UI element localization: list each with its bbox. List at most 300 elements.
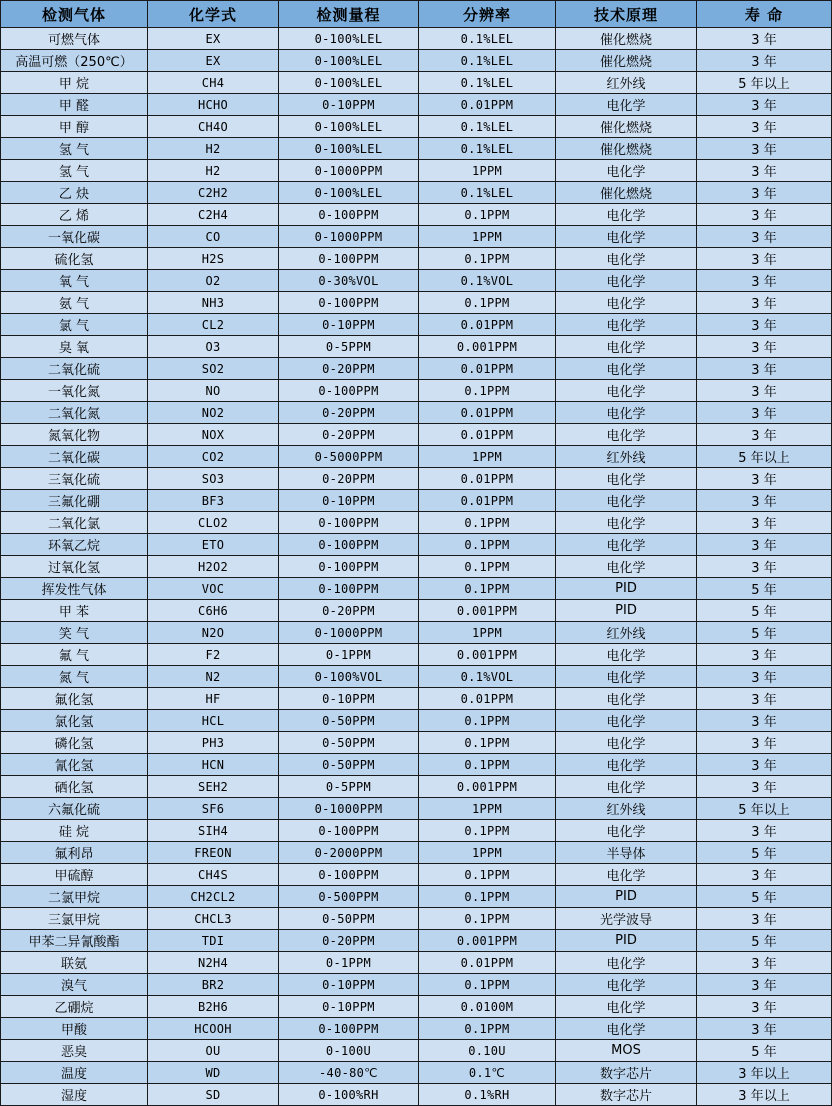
cell-lifetime: 3 年 xyxy=(697,314,832,336)
cell-resolution: 0.01PPM xyxy=(419,490,556,512)
cell-formula: ETO xyxy=(148,534,279,556)
cell-formula: CLO2 xyxy=(148,512,279,534)
cell-formula: HCOOH xyxy=(148,1018,279,1040)
cell-lifetime: 3 年 xyxy=(697,1018,832,1040)
cell-principle: 红外线 xyxy=(556,446,697,468)
column-header-range: 检测量程 xyxy=(279,1,419,28)
cell-formula: NO2 xyxy=(148,402,279,424)
cell-gas: 硫化氢 xyxy=(1,248,148,270)
table-header xyxy=(1,1,832,28)
cell-lifetime: 3 年 xyxy=(697,556,832,578)
cell-formula: H2 xyxy=(148,138,279,160)
cell-resolution: 0.1%LEL xyxy=(419,28,556,50)
cell-range: 0-10PPM xyxy=(279,974,419,996)
cell-lifetime: 5 年 xyxy=(697,600,832,622)
table-row xyxy=(1,402,832,424)
table-row xyxy=(1,644,832,666)
cell-gas: 恶臭 xyxy=(1,1040,148,1062)
cell-gas: 一氧化碳 xyxy=(1,226,148,248)
cell-principle: 红外线 xyxy=(556,622,697,644)
table-row xyxy=(1,974,832,996)
table-row xyxy=(1,842,832,864)
table-row xyxy=(1,798,832,820)
cell-lifetime: 5 年 xyxy=(697,930,832,952)
table-row xyxy=(1,534,832,556)
cell-lifetime: 5 年 xyxy=(697,578,832,600)
cell-range: 0-100PPM xyxy=(279,1018,419,1040)
cell-lifetime: 3 年 xyxy=(697,952,832,974)
table-row xyxy=(1,754,832,776)
cell-formula: F2 xyxy=(148,644,279,666)
cell-lifetime: 3 年 xyxy=(697,292,832,314)
cell-resolution: 0.01PPM xyxy=(419,314,556,336)
cell-gas: 三氟化硼 xyxy=(1,490,148,512)
cell-lifetime: 3 年以上 xyxy=(697,1084,832,1106)
table-row xyxy=(1,490,832,512)
cell-formula: CH4 xyxy=(148,72,279,94)
cell-range: 0-100%LEL xyxy=(279,50,419,72)
cell-gas: 磷化氢 xyxy=(1,732,148,754)
table-row xyxy=(1,94,832,116)
cell-formula: BR2 xyxy=(148,974,279,996)
cell-range: 0-10PPM xyxy=(279,688,419,710)
table-row xyxy=(1,270,832,292)
cell-range: 0-100PPM xyxy=(279,380,419,402)
cell-principle: 催化燃烧 xyxy=(556,138,697,160)
cell-resolution: 0.01PPM xyxy=(419,424,556,446)
cell-gas: 氟利昂 xyxy=(1,842,148,864)
table-row xyxy=(1,116,832,138)
table-row xyxy=(1,1062,832,1084)
cell-range: 0-100%RH xyxy=(279,1084,419,1106)
cell-principle: 电化学 xyxy=(556,974,697,996)
cell-principle: 电化学 xyxy=(556,776,697,798)
cell-lifetime: 3 年 xyxy=(697,160,832,182)
cell-gas: 三氯甲烷 xyxy=(1,908,148,930)
cell-resolution: 1PPM xyxy=(419,226,556,248)
cell-principle: 催化燃烧 xyxy=(556,182,697,204)
cell-principle: 数字芯片 xyxy=(556,1062,697,1084)
cell-formula: HCHO xyxy=(148,94,279,116)
cell-lifetime: 3 年 xyxy=(697,204,832,226)
cell-gas: 环氧乙烷 xyxy=(1,534,148,556)
cell-range: 0-100PPM xyxy=(279,248,419,270)
table-row xyxy=(1,28,832,50)
cell-range: 0-1PPM xyxy=(279,644,419,666)
cell-lifetime: 3 年 xyxy=(697,380,832,402)
cell-lifetime: 3 年 xyxy=(697,974,832,996)
cell-range: 0-100PPM xyxy=(279,512,419,534)
cell-formula: SO3 xyxy=(148,468,279,490)
cell-principle: 电化学 xyxy=(556,952,697,974)
cell-principle: 电化学 xyxy=(556,864,697,886)
cell-range: 0-100%LEL xyxy=(279,138,419,160)
cell-gas: 臭 氧 xyxy=(1,336,148,358)
table-row xyxy=(1,468,832,490)
cell-range: 0-20PPM xyxy=(279,424,419,446)
cell-principle: 电化学 xyxy=(556,336,697,358)
cell-gas: 硅 烷 xyxy=(1,820,148,842)
cell-gas: 氢 气 xyxy=(1,160,148,182)
table-row xyxy=(1,908,832,930)
table-row xyxy=(1,578,832,600)
cell-resolution: 1PPM xyxy=(419,446,556,468)
table-row xyxy=(1,292,832,314)
table-row xyxy=(1,952,832,974)
table-row xyxy=(1,886,832,908)
cell-principle: 催化燃烧 xyxy=(556,50,697,72)
cell-range: 0-100U xyxy=(279,1040,419,1062)
cell-lifetime: 3 年 xyxy=(697,358,832,380)
cell-principle: 电化学 xyxy=(556,688,697,710)
cell-gas: 氧 气 xyxy=(1,270,148,292)
cell-principle: 电化学 xyxy=(556,380,697,402)
table-row xyxy=(1,1018,832,1040)
table-row xyxy=(1,204,832,226)
cell-resolution: 0.1PPM xyxy=(419,864,556,886)
cell-resolution: 0.1%LEL xyxy=(419,138,556,160)
cell-formula: TDI xyxy=(148,930,279,952)
cell-gas: 氟 气 xyxy=(1,644,148,666)
cell-gas: 三氧化硫 xyxy=(1,468,148,490)
cell-formula: C6H6 xyxy=(148,600,279,622)
cell-gas: 氰化氢 xyxy=(1,754,148,776)
cell-resolution: 0.1PPM xyxy=(419,380,556,402)
cell-gas: 二氧化氯 xyxy=(1,512,148,534)
cell-resolution: 0.1PPM xyxy=(419,248,556,270)
cell-formula: N2H4 xyxy=(148,952,279,974)
cell-range: 0-100PPM xyxy=(279,578,419,600)
cell-lifetime: 5 年以上 xyxy=(697,72,832,94)
cell-formula: O2 xyxy=(148,270,279,292)
cell-gas: 挥发性气体 xyxy=(1,578,148,600)
cell-lifetime: 3 年 xyxy=(697,94,832,116)
cell-range: 0-2000PPM xyxy=(279,842,419,864)
cell-resolution: 0.01PPM xyxy=(419,952,556,974)
table-row xyxy=(1,622,832,644)
cell-range: 0-50PPM xyxy=(279,754,419,776)
cell-gas: 二氧化氮 xyxy=(1,402,148,424)
cell-range: 0-10PPM xyxy=(279,314,419,336)
cell-lifetime: 5 年以上 xyxy=(697,446,832,468)
table-row xyxy=(1,380,832,402)
cell-resolution: 0.1PPM xyxy=(419,512,556,534)
cell-resolution: 0.1%LEL xyxy=(419,116,556,138)
cell-principle: 电化学 xyxy=(556,226,697,248)
cell-resolution: 0.1PPM xyxy=(419,204,556,226)
cell-principle: MOS xyxy=(556,1040,697,1062)
cell-formula: NO xyxy=(148,380,279,402)
table-row xyxy=(1,226,832,248)
cell-lifetime: 3 年 xyxy=(697,512,832,534)
cell-principle: 红外线 xyxy=(556,798,697,820)
cell-principle: 电化学 xyxy=(556,314,697,336)
table-row xyxy=(1,72,832,94)
cell-formula: EX xyxy=(148,28,279,50)
cell-principle: 电化学 xyxy=(556,270,697,292)
cell-resolution: 0.001PPM xyxy=(419,600,556,622)
table-row xyxy=(1,864,832,886)
column-header-lifetime: 寿 命 xyxy=(697,1,832,28)
cell-resolution: 0.001PPM xyxy=(419,644,556,666)
cell-lifetime: 3 年 xyxy=(697,908,832,930)
table-row xyxy=(1,820,832,842)
cell-resolution: 0.1PPM xyxy=(419,710,556,732)
cell-range: 0-100PPM xyxy=(279,204,419,226)
cell-lifetime: 5 年 xyxy=(697,886,832,908)
table-row xyxy=(1,358,832,380)
cell-lifetime: 5 年以上 xyxy=(697,798,832,820)
cell-lifetime: 3 年 xyxy=(697,138,832,160)
cell-range: 0-500PPM xyxy=(279,886,419,908)
cell-formula: FREON xyxy=(148,842,279,864)
cell-resolution: 1PPM xyxy=(419,622,556,644)
table-header-row xyxy=(1,1,832,28)
cell-resolution: 0.1PPM xyxy=(419,534,556,556)
cell-gas: 温度 xyxy=(1,1062,148,1084)
cell-range: 0-1000PPM xyxy=(279,226,419,248)
cell-lifetime: 3 年 xyxy=(697,248,832,270)
cell-principle: 电化学 xyxy=(556,1018,697,1040)
cell-resolution: 0.001PPM xyxy=(419,930,556,952)
cell-resolution: 0.1PPM xyxy=(419,908,556,930)
cell-gas: 氯化氢 xyxy=(1,710,148,732)
cell-principle: 电化学 xyxy=(556,424,697,446)
table-row xyxy=(1,1040,832,1062)
cell-gas: 可燃气体 xyxy=(1,28,148,50)
cell-resolution: 1PPM xyxy=(419,798,556,820)
cell-formula: CO xyxy=(148,226,279,248)
cell-gas: 硒化氢 xyxy=(1,776,148,798)
cell-range: 0-100%LEL xyxy=(279,28,419,50)
cell-lifetime: 3 年 xyxy=(697,688,832,710)
cell-range: 0-1PPM xyxy=(279,952,419,974)
cell-principle: 电化学 xyxy=(556,204,697,226)
cell-gas: 甲苯二异氰酸酯 xyxy=(1,930,148,952)
cell-resolution: 0.1PPM xyxy=(419,754,556,776)
cell-principle: 电化学 xyxy=(556,732,697,754)
cell-resolution: 1PPM xyxy=(419,842,556,864)
cell-lifetime: 3 年 xyxy=(697,336,832,358)
cell-resolution: 0.1%VOL xyxy=(419,270,556,292)
cell-range: 0-50PPM xyxy=(279,710,419,732)
table-row xyxy=(1,688,832,710)
cell-principle: 电化学 xyxy=(556,644,697,666)
cell-formula: CO2 xyxy=(148,446,279,468)
cell-principle: 电化学 xyxy=(556,160,697,182)
table-row xyxy=(1,248,832,270)
cell-principle: 电化学 xyxy=(556,996,697,1018)
cell-resolution: 0.1%LEL xyxy=(419,50,556,72)
cell-gas: 二氧化碳 xyxy=(1,446,148,468)
cell-range: 0-100PPM xyxy=(279,556,419,578)
cell-gas: 甲 苯 xyxy=(1,600,148,622)
cell-lifetime: 5 年 xyxy=(697,842,832,864)
cell-gas: 笑 气 xyxy=(1,622,148,644)
table-row xyxy=(1,600,832,622)
table-row xyxy=(1,776,832,798)
cell-principle: 电化学 xyxy=(556,402,697,424)
cell-formula: SO2 xyxy=(148,358,279,380)
cell-gas: 乙 烯 xyxy=(1,204,148,226)
cell-lifetime: 3 年 xyxy=(697,666,832,688)
cell-formula: NH3 xyxy=(148,292,279,314)
cell-formula: WD xyxy=(148,1062,279,1084)
cell-principle: PID xyxy=(556,578,697,600)
cell-resolution: 0.1PPM xyxy=(419,974,556,996)
cell-range: 0-100%LEL xyxy=(279,72,419,94)
cell-principle: 催化燃烧 xyxy=(556,116,697,138)
cell-resolution: 0.1PPM xyxy=(419,820,556,842)
table-body xyxy=(1,28,832,1106)
cell-range: 0-1000PPM xyxy=(279,622,419,644)
cell-gas: 氢 气 xyxy=(1,138,148,160)
cell-resolution: 0.01PPM xyxy=(419,468,556,490)
cell-lifetime: 3 年 xyxy=(697,710,832,732)
cell-lifetime: 5 年 xyxy=(697,1040,832,1062)
cell-range: 0-100%LEL xyxy=(279,116,419,138)
cell-range: 0-100PPM xyxy=(279,820,419,842)
cell-principle: 电化学 xyxy=(556,94,697,116)
cell-resolution: 0.1PPM xyxy=(419,556,556,578)
cell-resolution: 0.1%VOL xyxy=(419,666,556,688)
cell-range: 0-20PPM xyxy=(279,402,419,424)
cell-range: 0-5000PPM xyxy=(279,446,419,468)
cell-formula: HCL xyxy=(148,710,279,732)
cell-formula: H2 xyxy=(148,160,279,182)
cell-range: 0-20PPM xyxy=(279,468,419,490)
cell-principle: 电化学 xyxy=(556,710,697,732)
cell-principle: 电化学 xyxy=(556,468,697,490)
cell-lifetime: 3 年 xyxy=(697,996,832,1018)
table-row xyxy=(1,424,832,446)
cell-formula: CH2CL2 xyxy=(148,886,279,908)
cell-resolution: 0.1PPM xyxy=(419,1018,556,1040)
cell-principle: 半导体 xyxy=(556,842,697,864)
cell-principle: 电化学 xyxy=(556,534,697,556)
cell-lifetime: 3 年 xyxy=(697,490,832,512)
cell-lifetime: 3 年 xyxy=(697,270,832,292)
cell-gas: 甲酸 xyxy=(1,1018,148,1040)
cell-resolution: 0.01PPM xyxy=(419,402,556,424)
cell-range: 0-10PPM xyxy=(279,94,419,116)
cell-principle: 电化学 xyxy=(556,754,697,776)
cell-range: 0-100%VOL xyxy=(279,666,419,688)
cell-resolution: 0.1PPM xyxy=(419,732,556,754)
cell-gas: 一氧化氮 xyxy=(1,380,148,402)
cell-range: 0-20PPM xyxy=(279,600,419,622)
column-header-gas: 检测气体 xyxy=(1,1,148,28)
cell-formula: HF xyxy=(148,688,279,710)
cell-resolution: 0.1℃ xyxy=(419,1062,556,1084)
cell-formula: CHCL3 xyxy=(148,908,279,930)
cell-range: 0-100PPM xyxy=(279,864,419,886)
cell-gas: 甲 醇 xyxy=(1,116,148,138)
cell-resolution: 0.1PPM xyxy=(419,578,556,600)
cell-gas: 联氨 xyxy=(1,952,148,974)
cell-range: 0-100PPM xyxy=(279,292,419,314)
cell-resolution: 0.1PPM xyxy=(419,886,556,908)
cell-resolution: 0.1%RH xyxy=(419,1084,556,1106)
cell-gas: 湿度 xyxy=(1,1084,148,1106)
cell-lifetime: 3 年 xyxy=(697,182,832,204)
cell-lifetime: 3 年 xyxy=(697,644,832,666)
cell-lifetime: 3 年 xyxy=(697,116,832,138)
cell-lifetime: 3 年 xyxy=(697,28,832,50)
cell-range: 0-20PPM xyxy=(279,930,419,952)
table-row xyxy=(1,996,832,1018)
column-header-formula: 化学式 xyxy=(148,1,279,28)
cell-lifetime: 3 年 xyxy=(697,50,832,72)
cell-lifetime: 3 年 xyxy=(697,226,832,248)
cell-formula: EX xyxy=(148,50,279,72)
cell-principle: 电化学 xyxy=(556,292,697,314)
cell-formula: VOC xyxy=(148,578,279,600)
cell-lifetime: 3 年 xyxy=(697,534,832,556)
cell-gas: 二氧化硫 xyxy=(1,358,148,380)
cell-principle: 电化学 xyxy=(556,512,697,534)
cell-range: -40-80℃ xyxy=(279,1062,419,1084)
table-row xyxy=(1,556,832,578)
cell-principle: 数字芯片 xyxy=(556,1084,697,1106)
cell-gas: 六氟化硫 xyxy=(1,798,148,820)
cell-gas: 高温可燃（250℃） xyxy=(1,50,148,72)
cell-lifetime: 3 年 xyxy=(697,468,832,490)
table-row xyxy=(1,512,832,534)
cell-formula: PH3 xyxy=(148,732,279,754)
cell-formula: H2O2 xyxy=(148,556,279,578)
table-row xyxy=(1,732,832,754)
cell-lifetime: 5 年 xyxy=(697,622,832,644)
cell-resolution: 0.10U xyxy=(419,1040,556,1062)
cell-gas: 溴气 xyxy=(1,974,148,996)
cell-gas: 乙 炔 xyxy=(1,182,148,204)
cell-principle: PID xyxy=(556,600,697,622)
cell-principle: 电化学 xyxy=(556,490,697,512)
cell-resolution: 0.01PPM xyxy=(419,94,556,116)
cell-range: 0-50PPM xyxy=(279,732,419,754)
cell-lifetime: 3 年 xyxy=(697,732,832,754)
cell-formula: CH4O xyxy=(148,116,279,138)
cell-formula: B2H6 xyxy=(148,996,279,1018)
cell-gas: 氮 气 xyxy=(1,666,148,688)
column-header-principle: 技术原理 xyxy=(556,1,697,28)
cell-principle: 催化燃烧 xyxy=(556,28,697,50)
cell-resolution: 0.1%LEL xyxy=(419,72,556,94)
table-row xyxy=(1,446,832,468)
cell-resolution: 0.01PPM xyxy=(419,688,556,710)
cell-resolution: 0.1%LEL xyxy=(419,182,556,204)
cell-principle: PID xyxy=(556,930,697,952)
cell-principle: 电化学 xyxy=(556,358,697,380)
table-row xyxy=(1,1084,832,1106)
cell-gas: 二氯甲烷 xyxy=(1,886,148,908)
cell-principle: 电化学 xyxy=(556,556,697,578)
cell-resolution: 0.001PPM xyxy=(419,776,556,798)
cell-gas: 过氧化氢 xyxy=(1,556,148,578)
cell-principle: PID xyxy=(556,886,697,908)
table-row xyxy=(1,314,832,336)
cell-gas: 氨 气 xyxy=(1,292,148,314)
cell-range: 0-100PPM xyxy=(279,534,419,556)
cell-gas: 甲 烷 xyxy=(1,72,148,94)
cell-range: 0-10PPM xyxy=(279,996,419,1018)
cell-range: 0-5PPM xyxy=(279,776,419,798)
cell-formula: HCN xyxy=(148,754,279,776)
cell-lifetime: 3 年以上 xyxy=(697,1062,832,1084)
cell-formula: N2O xyxy=(148,622,279,644)
cell-resolution: 0.0100M xyxy=(419,996,556,1018)
